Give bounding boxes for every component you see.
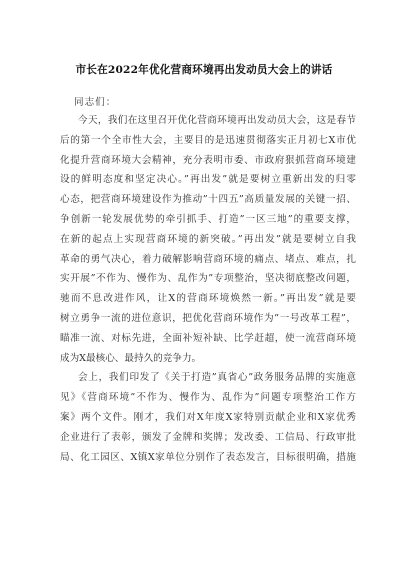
- text-line: 案》两个文件。刚才，我们对X年度X家特别贡献企业和X家优秀: [60, 411, 356, 423]
- salutation: 同志们：: [74, 97, 117, 108]
- text-line: 设的鲜明态度和坚定决心。”再出发”就是要树立重新出发的归零: [60, 174, 356, 186]
- text-line: 实开展”不作为、慢作为、乱作为”专项整治，坚决彻底整改问题，: [60, 273, 356, 285]
- text-line: 企业进行了表彰，颁发了金牌和奖牌；发改委、工信局、行政审批: [60, 431, 356, 443]
- text-line: 今天，我们在这里召开优化营商环境再出发动员大会，这是春节: [78, 115, 356, 126]
- text-line: 心态，把营商环境建设作为推动”十四五”高质量发展的关键一招、: [60, 194, 356, 206]
- text-line: 局、化工园区、X镇X家单位分别作了表态发言，目标很明确，措施: [60, 451, 356, 463]
- text-line: 化提升营商环境大会精神，充分表明市委、市政府狠抓营商环境建: [60, 154, 356, 166]
- text-line: 见》《营商环境”不作为、慢作为、乱作为”问题专项整治工作方: [60, 392, 356, 404]
- text-line: 瞄准一流、对标先进，全面补短补缺、比学赶超，使一流营商环境: [60, 332, 356, 344]
- text-line: 在新的起点上实现营商环境的新突破。”再出发”就是要树立自我: [60, 233, 356, 245]
- text-line: 树立勇争一流的进位意识，把优化营商环境作为”一号改革工程”，: [60, 312, 356, 324]
- text-line: 争创新一轮发展优势的牵引抓手、打造”一区三地”的重要支撑，: [60, 213, 356, 225]
- text-line: 后的第一个全市性大会，主要目的是迅速贯彻落实正月初七X市优: [60, 134, 356, 146]
- document-title: 市长在2022年优化营商环境再出发动员大会上的讲话: [75, 64, 333, 76]
- text-line: 革命的勇气决心，着力破解影响营商环境的痛点、堵点、难点，扎: [60, 253, 356, 265]
- text-line: 驰而不息改进作风，让X的营商环境焕然一新。”再出发”就是要: [60, 293, 356, 305]
- text-line: 成为X最核心、最持久的竞争力。: [60, 352, 202, 364]
- text-line: 会上，我们印发了《关于打造”真省心”政务服务品牌的实施意: [78, 372, 356, 384]
- document-body: [60, 111, 356, 467]
